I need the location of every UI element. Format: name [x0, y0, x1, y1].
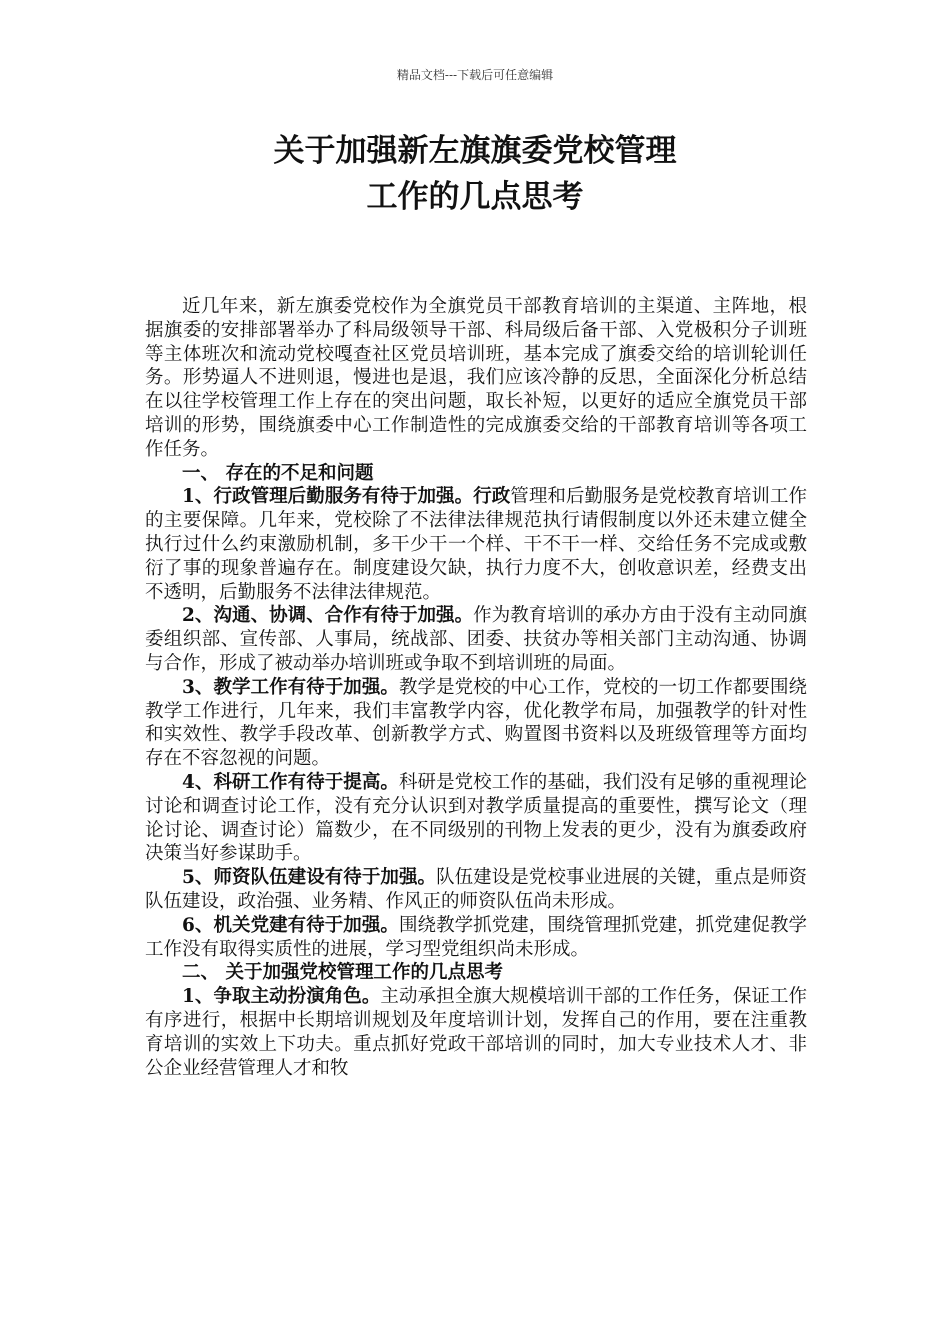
paragraph-3-text: 教学是党校的中心工作，党校的一切工作都要围绕教学工作进行，几年来，我们丰富教学内容，优化教学布局，加强教学的针对性和实效性、教学手段改革、创新教学方式、购置图书资料以及班级管理等方面均存在不容忽视的问题。	[145, 676, 807, 770]
paragraph-6-text: 围绕教学抓党建，围绕管理抓党建，抓党建促教学工作没有取得实质性的进展，学习型党组织尚未形成。	[145, 914, 807, 960]
paragraph-5-lead: 5、师资队伍建设有待于加强。	[182, 867, 437, 889]
paragraph-2	[145, 604, 807, 675]
paragraph-7-lead: 1、争取主动扮演角色。	[182, 986, 381, 1008]
paragraph-2-lead: 2、沟通、协调、合作有待于加强。	[182, 605, 474, 627]
paragraph-5-text: 队伍建设是党校事业进展的关键，重点是师资队伍建设，政治强、业务精、作风正的师资队伍尚未形成。	[145, 867, 807, 912]
section-heading-2: 二、 关于加强党校管理工作的几点思考	[182, 962, 503, 984]
paragraph-1	[145, 485, 807, 604]
paragraph-3	[145, 676, 807, 771]
title-line-1: 关于加强新左旗旗委党校管理	[273, 133, 677, 169]
title-line-2: 工作的几点思考	[366, 179, 584, 215]
paragraph-6	[145, 914, 807, 962]
paragraph-4-text: 科研是党校工作的基础，我们没有足够的重视理论讨论和调查讨论工作，没有充分认识到对教学质量提高的重要性，撰写论文（理论讨论、调查讨论）篇数少，在不同级别的刊物上发表的更少，没有为旗委政府决策当好参谋助手。	[145, 771, 807, 865]
paragraph-4-lead: 4、科研工作有待于提高。	[182, 771, 399, 793]
paragraph-1-lead: 1、行政管理后勤服务有待于加强。行政	[182, 486, 511, 508]
paragraph-3-lead: 3、教学工作有待于加强。	[182, 676, 399, 698]
paragraph-6-lead: 6、机关党建有待于加强。	[182, 914, 399, 936]
header-note: 精品文档---下载后可任意编辑	[396, 68, 554, 82]
intro-paragraph: 近几年来，新左旗委党校作为全旗党员干部教育培训的主渠道、主阵地，根据旗委的安排部署举办了科局级领导干部、科局级后备干部、入党极积分子训班等主体班次和流动党校嘎查社区党员培训班，基本完成了旗委交给的培训轮训任务。形势逼人不进则退，慢进也是退，我们应该冷静的反思，全面深化分析总结在以往学校管理工作上存在的突出问题，取长补短，以更好的适应全旗党员干部培训的形势，围绕旗委中心工作制造性的完成旗委交给的干部教育培训等各项工作任务。	[145, 296, 807, 460]
paragraph-7	[145, 985, 807, 1080]
paragraph-5	[145, 866, 807, 914]
paragraph-2-text: 作为教育培训的承办方由于没有主动同旗委组织部、宣传部、人事局，统战部、团委、扶贫办等相关部门主动沟通、协调与合作，形成了被动举办培训班或争取不到培训班的局面。	[145, 605, 807, 674]
paragraph-7-text: 主动承担全旗大规模培训干部的工作任务，保证工作有序进行，根据中长期培训规划及年度培训计划，发挥自己的作用，要在注重教育培训的实效上下功夫。重点抓好党政干部培训的同时，加大专业技术人才、非公企业经营管理人才和牧	[145, 986, 807, 1079]
paragraph-1-text: 管理和后勤服务是党校教育培训工作的主要保障。几年来，党校除了不法律法律规范执行请假制度以外还未建立健全执行过什么约束激励机制，多干少干一个样、干不干一样、交给任务不完成或敷衍了事的现象普遍存在。制度建设欠缺，执行力度不大，创收意识差，经费支出不透明，后勤服务不法律法律规范。	[145, 486, 807, 603]
document-body	[145, 295, 807, 1080]
section-heading-1: 一、 存在的不足和问题	[182, 462, 374, 484]
paragraph-4	[145, 771, 807, 866]
document-title	[0, 128, 950, 220]
